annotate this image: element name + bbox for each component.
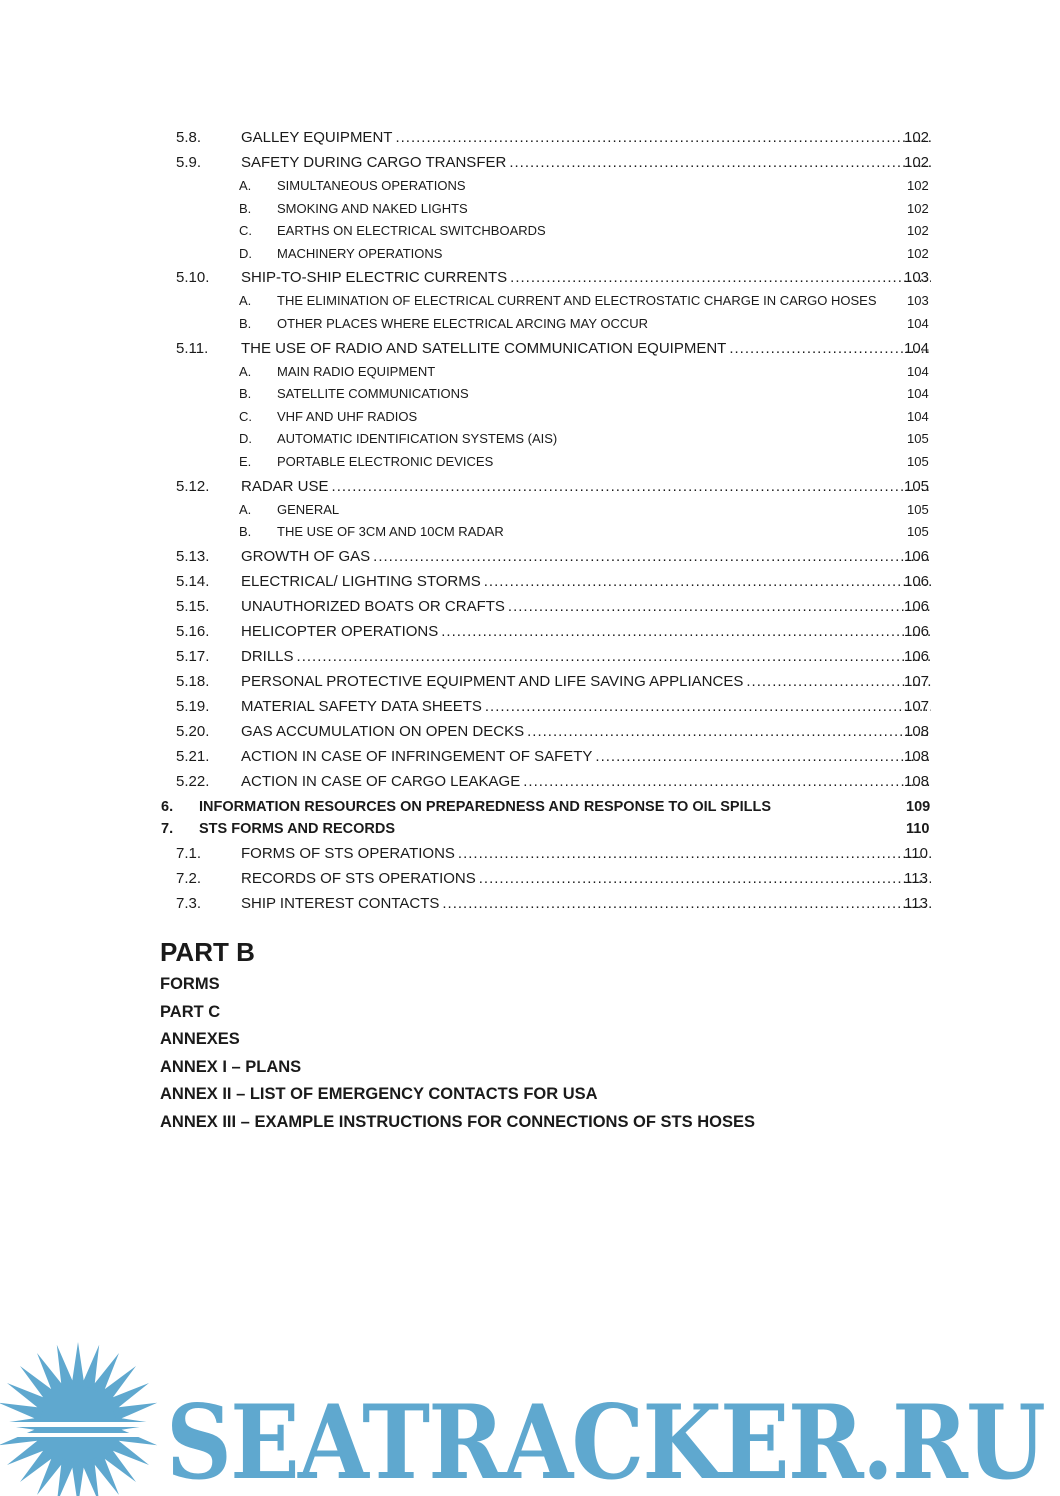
- toc-page: 102: [907, 223, 929, 239]
- toc-page: 108: [904, 747, 930, 765]
- toc-row-5-17[interactable]: [0, 644, 1060, 669]
- toc-leader: [373, 544, 931, 569]
- toc-row-5-16[interactable]: [0, 619, 1060, 644]
- toc-leader: [523, 769, 931, 794]
- toc-row-5-10-a[interactable]: [0, 290, 1060, 313]
- toc-title: SHIP INTEREST CONTACTS: [241, 894, 440, 912]
- part-b-item-annex-1[interactable]: ANNEX I – PLANS: [160, 1057, 302, 1076]
- toc-title: EARTHS ON ELECTRICAL SWITCHBOARDS: [277, 223, 546, 239]
- toc-row-5-19[interactable]: [0, 694, 1060, 719]
- part-b-item-annex-2[interactable]: ANNEX II – LIST OF EMERGENCY CONTACTS FOR USA: [160, 1085, 598, 1103]
- toc-title: SHIP-TO-SHIP ELECTRIC CURRENTS: [241, 269, 508, 287]
- toc-row-6[interactable]: [0, 796, 1060, 818]
- toc-row-5-15[interactable]: [0, 594, 1060, 619]
- toc-row-5-10-b[interactable]: [0, 313, 1060, 336]
- toc-number: 5.19.: [176, 697, 210, 715]
- watermark-text: SEATRACKER.RU: [166, 1383, 1045, 1496]
- toc-page: 107: [904, 697, 930, 715]
- toc-row-7[interactable]: [0, 818, 1060, 840]
- part-b-item-part-c[interactable]: PART C: [160, 1002, 221, 1021]
- toc-title: GAS ACCUMULATION ON OPEN DECKS: [241, 722, 525, 740]
- toc-page: 104: [907, 386, 929, 402]
- toc-title: SATELLITE COMMUNICATIONS: [277, 386, 469, 402]
- toc-page: 110: [906, 821, 930, 838]
- toc-leader: [479, 866, 931, 891]
- toc-number: 5.13.: [176, 547, 210, 565]
- toc-row-5-22[interactable]: [0, 769, 1060, 794]
- toc-page: 106: [904, 547, 930, 565]
- toc-number: A.: [239, 293, 252, 309]
- toc-page: 106: [904, 622, 930, 640]
- toc-leader: [509, 150, 931, 175]
- toc-title: ACTION IN CASE OF INFRINGEMENT OF SAFETY: [241, 747, 593, 765]
- toc-title: THE USE OF 3CM AND 10CM RADAR: [277, 524, 504, 540]
- part-b-heading: PART B: [160, 937, 255, 967]
- toc-number: 5.8.: [176, 129, 202, 146]
- toc-number: 6.: [161, 798, 174, 815]
- part-b-item-annex-3[interactable]: ANNEX III – EXAMPLE INSTRUCTIONS FOR CONNECTIONS OF STS HOSES: [160, 1112, 755, 1131]
- toc-row-5-9[interactable]: [0, 150, 1060, 175]
- toc-page: 113: [904, 869, 928, 887]
- toc-page: 105: [907, 501, 929, 517]
- toc-title: HELICOPTER OPERATIONS: [241, 622, 439, 640]
- toc-number: 5.14.: [176, 572, 210, 590]
- toc-number: B.: [239, 386, 252, 402]
- toc-page: 102: [904, 154, 930, 171]
- toc-row-5-9-b[interactable]: [0, 198, 1060, 221]
- toc-leader: [458, 841, 931, 866]
- sun-icon: [0, 1342, 170, 1496]
- toc-title: PERSONAL PROTECTIVE EQUIPMENT AND LIFE SAVING APPLIANCES: [241, 672, 744, 690]
- toc-number: A.: [239, 501, 252, 517]
- toc-leader: [729, 336, 931, 361]
- toc-title: MATERIAL SAFETY DATA SHEETS: [241, 697, 482, 715]
- toc-number: 5.22.: [176, 772, 210, 790]
- toc-page: 104: [907, 408, 929, 424]
- toc-title: RECORDS OF STS OPERATIONS: [241, 869, 476, 887]
- toc-page: 106: [904, 647, 930, 665]
- toc-number: B.: [239, 200, 252, 216]
- toc-page: 103: [907, 293, 929, 309]
- toc-row-5-9-d[interactable]: [0, 243, 1060, 266]
- toc-page: 108: [904, 772, 930, 790]
- toc-row-5-12[interactable]: [0, 474, 1060, 499]
- toc-row-5-10[interactable]: [0, 265, 1060, 290]
- toc-row-5-9-a[interactable]: [0, 175, 1060, 198]
- toc-page: 104: [904, 339, 930, 357]
- toc-page: 113: [904, 894, 928, 912]
- toc-number: C.: [239, 223, 252, 239]
- toc-title: UNAUTHORIZED BOATS OR CRAFTS: [241, 597, 505, 615]
- toc-number: B.: [239, 315, 252, 331]
- toc-row-5-13[interactable]: [0, 544, 1060, 569]
- toc-row-5-21[interactable]: [0, 744, 1060, 769]
- toc-row-5-20[interactable]: [0, 719, 1060, 744]
- toc-number: D.: [239, 431, 252, 447]
- toc-title: DRILLS: [241, 647, 294, 665]
- toc-number: 5.11.: [176, 339, 209, 357]
- toc-number: B.: [239, 524, 252, 540]
- toc-title: ACTION IN CASE OF CARGO LEAKAGE: [241, 772, 521, 790]
- toc-page: 103: [904, 269, 930, 287]
- toc-title: SAFETY DURING CARGO TRANSFER: [241, 154, 507, 171]
- toc-row-5-9-c[interactable]: [0, 220, 1060, 243]
- toc-title: OTHER PLACES WHERE ELECTRICAL ARCING MAY OCCUR: [277, 315, 649, 331]
- toc-row-5-12-a[interactable]: [0, 499, 1060, 522]
- toc-page: 104: [907, 315, 929, 331]
- toc-number: 7.: [161, 821, 174, 838]
- toc-leader: [527, 719, 931, 744]
- toc-number: A.: [239, 363, 252, 379]
- toc-title: RADAR USE: [241, 477, 329, 495]
- toc-title: THE USE OF RADIO AND SATELLITE COMMUNICATION EQUIPMENT: [241, 339, 727, 357]
- toc-leader: [297, 644, 931, 669]
- toc-row-7-1[interactable]: [0, 841, 1060, 866]
- toc-row-5-11-e[interactable]: [0, 451, 1060, 474]
- toc-title: THE ELIMINATION OF ELECTRICAL CURRENT AND ELECTROSTATIC CHARGE IN CARGO HOSES: [277, 293, 877, 309]
- toc-leader: [508, 594, 931, 619]
- toc-title: MAIN RADIO EQUIPMENT: [277, 363, 436, 379]
- toc-page: 108: [904, 722, 930, 740]
- toc-leader: [395, 125, 931, 150]
- toc-page: 102: [904, 129, 930, 146]
- toc-row-5-8[interactable]: [0, 125, 1060, 150]
- toc-leader: [332, 474, 931, 499]
- toc-page: 106: [904, 597, 930, 615]
- toc-page: 110: [904, 844, 928, 862]
- table-of-contents: [0, 125, 1060, 916]
- toc-title: ELECTRICAL/ LIGHTING STORMS: [241, 572, 481, 590]
- toc-row-5-11-a[interactable]: [0, 361, 1060, 384]
- toc-title: PORTABLE ELECTRONIC DEVICES: [277, 453, 494, 469]
- toc-number: 7.3.: [176, 894, 202, 912]
- toc-title: AUTOMATIC IDENTIFICATION SYSTEMS (AIS): [277, 431, 558, 447]
- toc-number: C.: [239, 408, 252, 424]
- toc-page: 102: [907, 200, 929, 216]
- toc-number: 5.16.: [176, 622, 210, 640]
- toc-page: 102: [907, 245, 929, 261]
- toc-number: A.: [239, 178, 252, 193]
- toc-title: MACHINERY OPERATIONS: [277, 245, 443, 261]
- toc-row-5-11[interactable]: [0, 336, 1060, 361]
- toc-row-5-14[interactable]: [0, 569, 1060, 594]
- toc-title: GENERAL: [277, 501, 340, 517]
- part-b-section: [160, 933, 755, 1136]
- toc-row-7-3[interactable]: [0, 891, 1060, 916]
- toc-leader: [484, 569, 931, 594]
- toc-number: 7.1.: [176, 844, 202, 862]
- toc-title: VHF AND UHF RADIOS: [277, 408, 418, 424]
- toc-page: 102: [907, 178, 929, 193]
- toc-row-5-11-b[interactable]: [0, 383, 1060, 406]
- toc-row-7-2[interactable]: [0, 866, 1060, 891]
- toc-title: GALLEY EQUIPMENT: [241, 129, 393, 146]
- toc-number: 5.15.: [176, 597, 210, 615]
- toc-title: INFORMATION RESOURCES ON PREPAREDNESS AND RESPONSE TO OIL SPILLS: [199, 798, 772, 815]
- toc-title: STS FORMS AND RECORDS: [199, 821, 396, 838]
- toc-page: 107: [904, 672, 930, 690]
- toc-number: 5.12.: [176, 477, 210, 495]
- toc-title: GROWTH OF GAS: [241, 547, 371, 565]
- toc-row-5-12-b[interactable]: [0, 521, 1060, 544]
- toc-page: 109: [906, 798, 931, 815]
- toc-number: 5.21.: [176, 747, 210, 765]
- toc-leader: [595, 744, 931, 769]
- toc-number: 5.10.: [176, 269, 210, 287]
- toc-page: 105: [907, 524, 929, 540]
- toc-title: FORMS OF STS OPERATIONS: [241, 844, 455, 862]
- part-b-item-forms[interactable]: FORMS: [160, 975, 220, 993]
- toc-number: 5.17.: [176, 647, 210, 665]
- watermark-logo: [0, 1338, 1060, 1496]
- toc-page: 105: [904, 477, 930, 495]
- toc-title: SMOKING AND NAKED LIGHTS: [277, 200, 468, 216]
- toc-leader: [485, 694, 931, 719]
- toc-leader: [441, 619, 931, 644]
- toc-number: 7.2.: [176, 869, 202, 887]
- toc-leader: [442, 891, 931, 916]
- part-b-item-annexes[interactable]: ANNEXES: [160, 1030, 240, 1048]
- toc-page: 106: [904, 572, 930, 590]
- toc-row-5-11-c[interactable]: [0, 406, 1060, 429]
- toc-number: E.: [239, 453, 252, 469]
- toc-page: 105: [907, 453, 929, 469]
- toc-row-5-11-d[interactable]: [0, 428, 1060, 451]
- toc-number: D.: [239, 245, 252, 261]
- toc-number: 5.9.: [176, 154, 202, 171]
- toc-number: 5.18.: [176, 672, 210, 690]
- toc-title: SIMULTANEOUS OPERATIONS: [277, 178, 466, 193]
- toc-number: 5.20.: [176, 722, 210, 740]
- toc-row-5-18[interactable]: [0, 669, 1060, 694]
- toc-page: 105: [907, 431, 929, 447]
- toc-leader: [510, 265, 931, 290]
- toc-page: 104: [907, 363, 929, 379]
